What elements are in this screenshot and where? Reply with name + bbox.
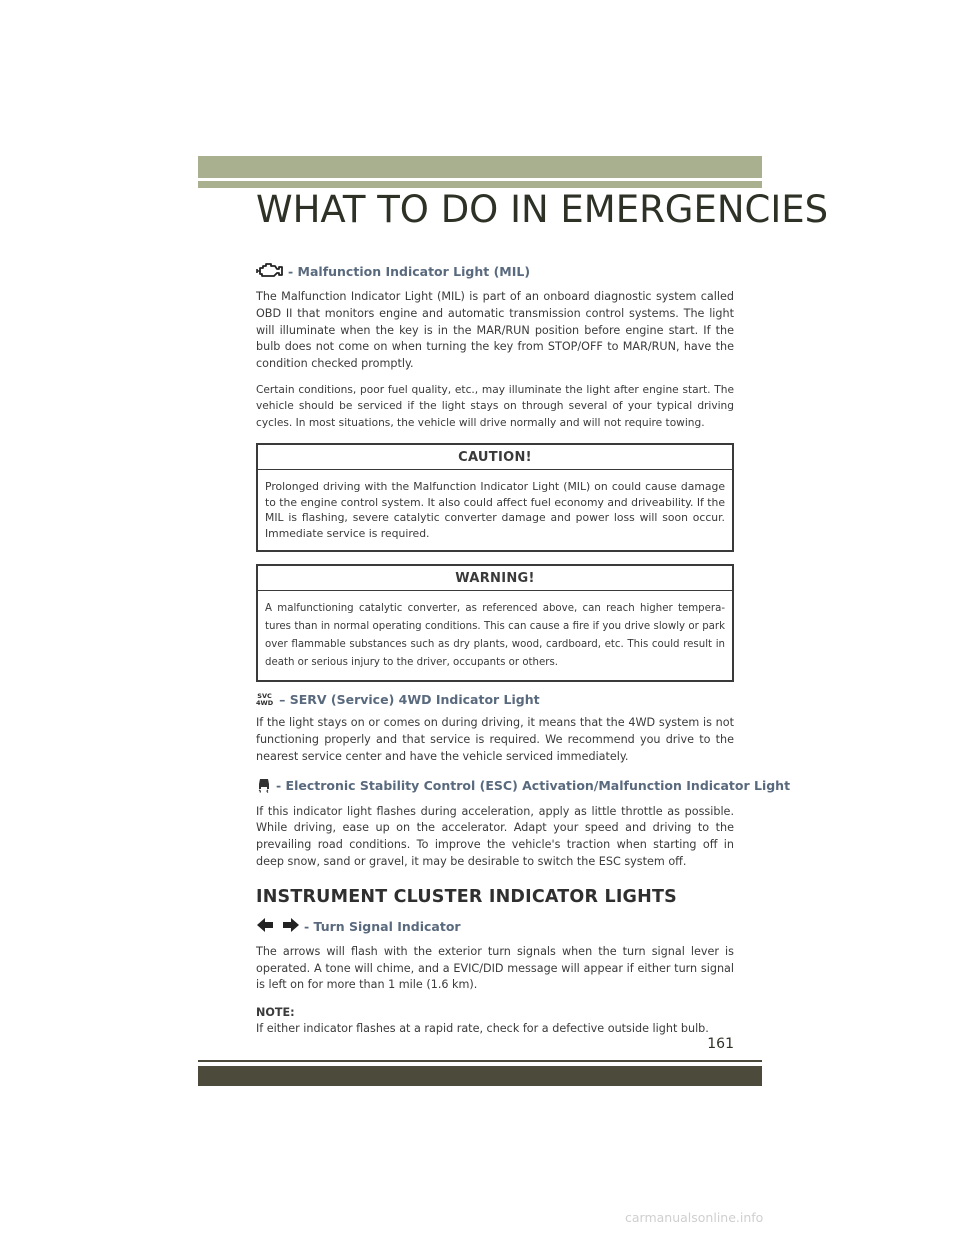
svc-4wd-icon [256, 693, 273, 707]
turn-signal-arrows-icon [256, 917, 300, 936]
mil-heading-text: - Malfunction Indicator Light (MIL) [288, 264, 531, 279]
engine-check-icon [256, 262, 284, 281]
caution-box [256, 443, 734, 552]
caution-body: Prolonged driving with the Malfunction Indicator Light (MIL) on could cause damage to the engine control system. It also could affect fuel economy and driveability. If the MIL is flashing, severe catalytic converter damage and power loss will soon occur. Immediate service is required. [265, 480, 725, 540]
cluster-section-heading: INSTRUMENT CLUSTER INDICATOR LIGHTS [256, 886, 677, 907]
header-band-stripe [198, 181, 762, 188]
page-number: 161 [707, 1036, 734, 1052]
caution-title: CAUTION! [258, 445, 732, 470]
footer-rule [198, 1060, 762, 1062]
footer-band [198, 1066, 762, 1086]
svc-4wd-icon-top: SVC [257, 691, 272, 700]
mil-heading [256, 262, 734, 281]
turn-signal-body: The arrows will flash with the exterior turn signals when the turn signal lever is operated. A tone will chime, and a EVIC/DID message will appear if either turn signal is left on for more than 1 mile (1.6 km). [256, 944, 734, 992]
warning-title: WARNING! [258, 566, 732, 591]
svc-4wd-icon-bottom: 4WD [256, 698, 274, 707]
warning-body: A malfunctioning catalytic converter, as referenced above, can reach higher tempera-tures than in normal operating conditions. This can cause a fire if you drive slowly or park over flammable substances such as dry plants, wood, cardboard, etc. This could result in death or serious injury to the driver, occupants or others. [265, 603, 725, 668]
note-label: NOTE: [256, 1006, 295, 1020]
note-body: If either indicator flashes at a rapid rate, check for a defective outside light bulb. [256, 1022, 709, 1036]
turn-signal-heading [256, 917, 734, 936]
watermark: carmanualsonline.info [625, 1210, 764, 1225]
page-content [256, 262, 791, 1047]
esc-heading-text: - Electronic Stability Control (ESC) Activation/Malfunction Indicator Light [276, 777, 791, 793]
mil-paragraph-1: The Malfunction Indicator Light (MIL) is part of an onboard diagnostic system called OBD II that monitors engine and automatic transmission control systems. The light will illuminate when the key is in the MAR/RUN position before engine start. If the bulb does not come on when turning the key from STOP/OFF to MAR/RUN, have the condition checked promptly. [256, 290, 734, 371]
mil-paragraph-2: Certain conditions, poor fuel quality, etc., may illuminate the light after engine start. The vehicle should be serviced if the light stays on through several of your typical driving cycles. In most situations, the vehicle will drive normally and will not require towing. [256, 383, 734, 429]
turn-signal-heading-text: - Turn Signal Indicator [304, 918, 461, 934]
serv-4wd-body: If the light stays on or comes on during driving, it means that the 4WD system is not functioning properly and that service is required. We recommend you drive to the nearest service center and have the vehicle serviced immediately. [256, 716, 734, 763]
serv-4wd-heading-text: – SERV (Service) 4WD Indicator Light [279, 692, 540, 708]
esc-skid-icon [256, 775, 272, 796]
serv-4wd-heading [256, 692, 734, 707]
esc-body: If this indicator light flashes during acceleration, apply as little throttle as possible. While driving, ease up on the accelerator. Adapt your speed and driving to the prevailing road conditions. To improve the vehicle's traction when starting off in deep snow, sand or gravel, it may be desirable to switch the ESC system off. [256, 804, 734, 869]
esc-heading [256, 775, 791, 796]
warning-box [256, 564, 734, 682]
header-band [198, 156, 762, 178]
page-title: WHAT TO DO IN EMERGENCIES [256, 188, 829, 231]
